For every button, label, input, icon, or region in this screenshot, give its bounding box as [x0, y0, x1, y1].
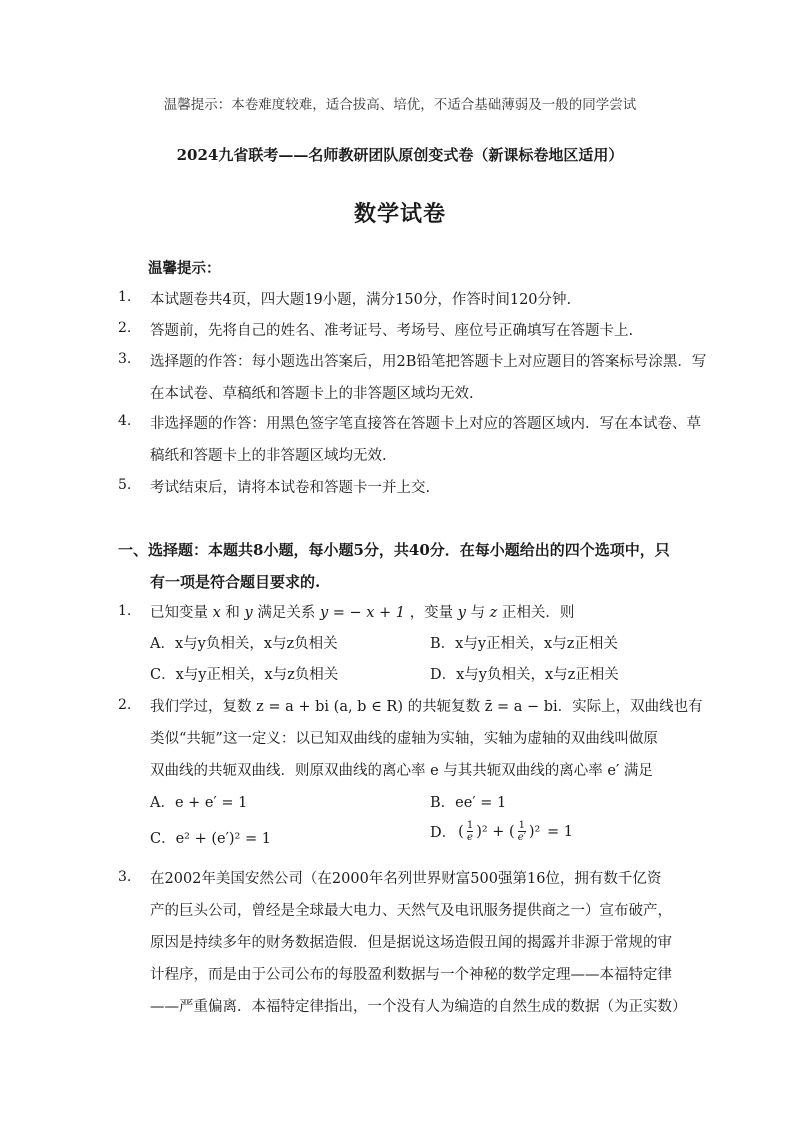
option-a: A．e + e′ = 1: [150, 795, 248, 811]
tip-text: 答题前，先将自己的姓名、准考证号、考场号、座位号正确填写在答题卡上.: [150, 323, 634, 339]
question-number: 2.: [118, 697, 132, 713]
tip-number: 1.: [118, 289, 132, 305]
tip-number: 5.: [118, 477, 132, 493]
tip-number: 3.: [118, 351, 132, 367]
tip-text: 考试结束后，请将本试卷和答题卡一并上交.: [150, 480, 431, 496]
question-number: 1.: [118, 603, 132, 619]
question-stem: 我们学过，复数 z = a + bi (a, b ∈ R) 的共轭复数 z̄ = a − bi．实际上，双曲线也有: [150, 699, 703, 715]
difficulty-notice: 温馨提示：本卷难度较难，适合拔高、培优，不适合基础薄弱及一般的同学尝试: [163, 97, 637, 113]
question-stem: 双曲线的共轭双曲线．则原双曲线的离心率 e 与其共轭双曲线的离心率 e′ 满足: [150, 763, 653, 779]
option-d: D． ( $\frac{1}{e}$ )² + ( $\frac{1}{e'}$ )² = 1: [430, 820, 573, 843]
question-stem: 产的巨头公司，曾经是全球最大电力、天然气及电讯服务提供商之一）宣布破产，: [150, 903, 672, 919]
tip-text: 稿纸和答题卡上的非答题区域均无效.: [150, 448, 387, 464]
question-stem: 原因是持续多年的财务数据造假．但是据说这场造假丑闻的揭露并非源于常规的审: [150, 935, 672, 951]
question-stem: 类似“共轭”这一定义：以已知双曲线的虚轴为实轴，实轴为虚轴的双曲线叫做原: [150, 731, 658, 747]
option-c: C．x与y正相关，x与z负相关: [150, 667, 339, 683]
question-stem: ——严重偏离．本福特定律指出，一个没有人为编造的自然生成的数据（为正实数）: [150, 999, 687, 1015]
exam-subtitle: 2024九省联考——名师教研团队原创变式卷（新课标卷地区适用）: [176, 146, 624, 164]
question-stem: 在2002年美国安然公司（在2000年名列世界财富500强第16位，拥有数千亿资: [150, 871, 662, 887]
tip-text: 在本试卷、草稿纸和答题卡上的非答题区域均无效.: [150, 386, 474, 402]
question-number: 3.: [118, 869, 132, 885]
page-title: 数学试卷: [353, 201, 446, 227]
tip-text: 本试题卷共4页，四大题19小题，满分150分，作答时间120分钟.: [150, 292, 572, 308]
tips-heading: 温馨提示：: [148, 260, 221, 277]
tip-number: 2.: [118, 320, 132, 336]
option-b: B．x与y正相关，x与z正相关: [430, 636, 618, 652]
tip-number: 4.: [118, 413, 132, 429]
option-d: D．x与y负相关，x与z正相关: [430, 667, 619, 683]
tip-text: 非选择题的作答：用黑色签字笔直接答在答题卡上对应的答题区域内．写在本试卷、草: [150, 416, 701, 432]
option-b: B．ee′ = 1: [430, 795, 507, 811]
tip-text: 选择题的作答：每小题选出答案后，用2B铅笔把答题卡上对应题目的答案标号涂黑．写: [150, 354, 707, 370]
option-c: C．e² + (e′)² = 1: [150, 831, 271, 847]
question-stem: 已知变量 x 和 y 满足关系 y = − x + 1 ，变量 y 与 z 正相关．则: [150, 605, 575, 621]
question-stem: 计程序，而是由于公司公布的每股盈利数据与一个神秘的数学定理——本福特定律: [150, 967, 672, 983]
section-heading: 一、选择题：本题共8小题，每小题5分，共40分．在每小题给出的四个选项中，只: [118, 541, 670, 559]
option-a: A．x与y负相关，x与z负相关: [150, 636, 338, 652]
section-heading-cont: 有一项是符合题目要求的.: [150, 573, 321, 591]
